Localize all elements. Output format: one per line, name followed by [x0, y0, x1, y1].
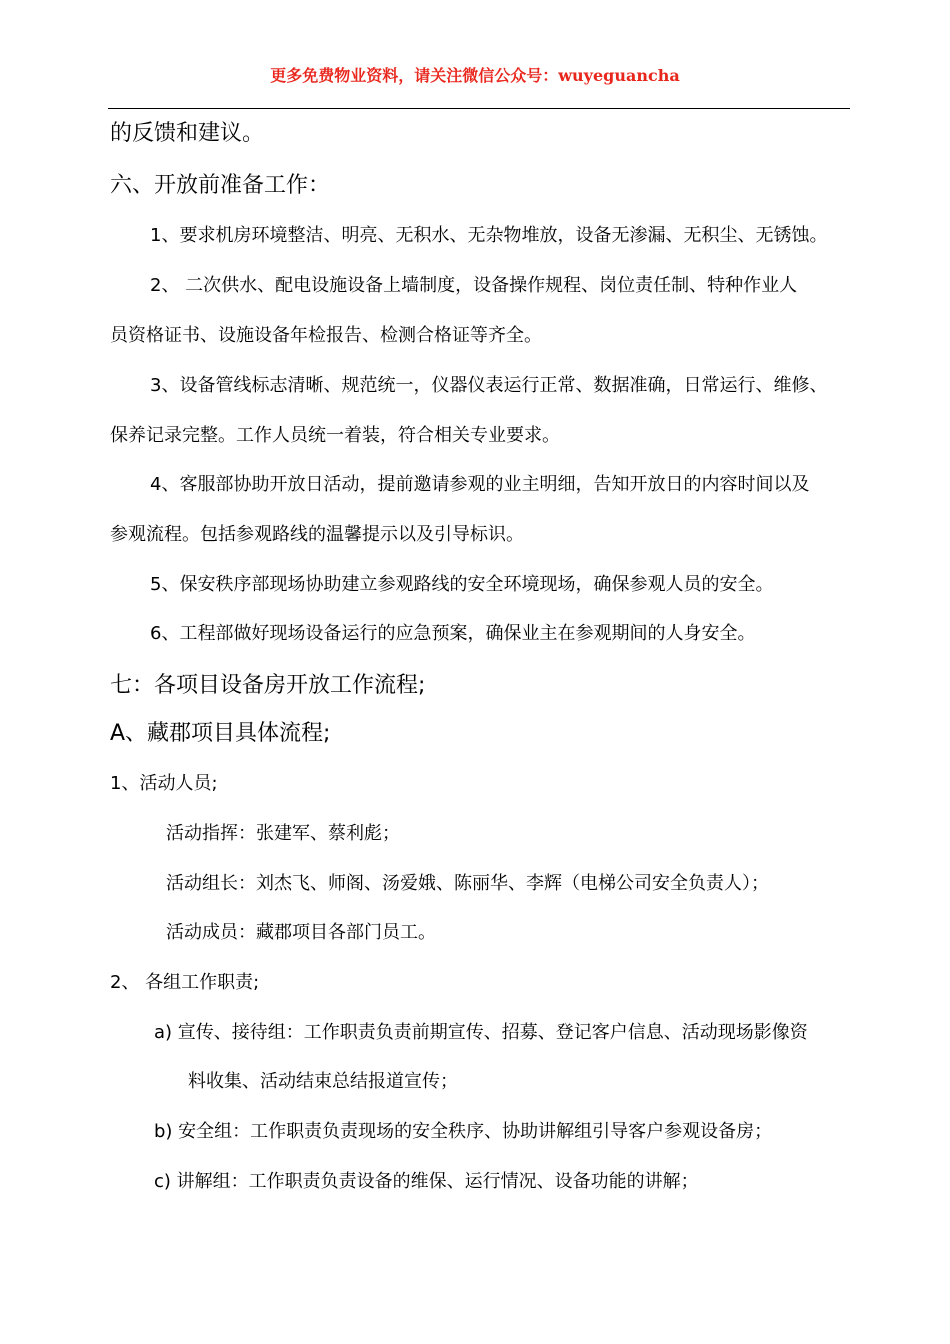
- item-activity-personnel: 1、活动人员;: [110, 773, 218, 794]
- subsection-heading-a: A、藏郡项目具体流程;: [110, 721, 331, 746]
- activity-group-leaders: 活动组长：刘杰飞、师阁、汤爱娥、陈丽华、李辉（电梯公司安全负责人）；: [166, 873, 769, 894]
- duty-publicity-reception-continued: 料收集、活动结束总结报道宣传；: [188, 1071, 458, 1092]
- list-item-3: 3、设备管线标志清晰、规范统一，仪器仪表运行正常、数据准确，日常运行、维修、: [150, 375, 828, 396]
- list-item-3-continued: 保养记录完整。工作人员统一着装，符合相关专业要求。: [110, 425, 560, 446]
- duty-security: b) 安全组：工作职责负责现场的安全秩序、协助讲解组引导客户参观设备房；: [154, 1121, 773, 1142]
- item-group-duties: 2、 各组工作职责;: [110, 972, 260, 993]
- list-item-2: 2、 二次供水、配电设施设备上墙制度，设备操作规程、岗位责任制、特种作业人: [150, 275, 798, 296]
- paragraph-continuation: 的反馈和建议。: [110, 121, 265, 146]
- list-item-5: 5、保安秩序部现场协助建立参观路线的安全环境现场，确保参观人员的安全。: [150, 574, 774, 595]
- activity-commander: 活动指挥：张建军、蔡利彪；: [166, 823, 400, 844]
- section-heading-6: 六、开放前准备工作：: [110, 173, 331, 198]
- list-item-4: 4、客服部协助开放日活动，提前邀请参观的业主明细，告知开放日的内容时间以及: [150, 474, 810, 495]
- list-item-1: 1、要求机房环境整洁、明亮、无积水、无杂物堆放，设备无渗漏、无积尘、无锈蚀。: [150, 225, 828, 246]
- duty-explanation: c) 讲解组：工作职责负责设备的维保、运行情况、设备功能的讲解；: [154, 1171, 699, 1192]
- list-item-6: 6、工程部做好现场设备运行的应急预案，确保业主在参观期间的人身安全。: [150, 623, 756, 644]
- header-notice: 更多免费物业资料，请关注微信公众号：wuyeguancha: [270, 66, 680, 85]
- duty-publicity-reception: a) 宣传、接待组：工作职责负责前期宣传、招募、登记客户信息、活动现场影像资: [154, 1022, 808, 1043]
- section-heading-7: 七：各项目设备房开放工作流程;: [110, 673, 426, 698]
- header-rule: [108, 108, 850, 109]
- list-item-4-continued: 参观流程。包括参观路线的温馨提示以及引导标识。: [110, 524, 524, 545]
- list-item-2-continued: 员资格证书、设施设备年检报告、检测合格证等齐全。: [110, 325, 542, 346]
- activity-members: 活动成员：藏郡项目各部门员工。: [166, 922, 436, 943]
